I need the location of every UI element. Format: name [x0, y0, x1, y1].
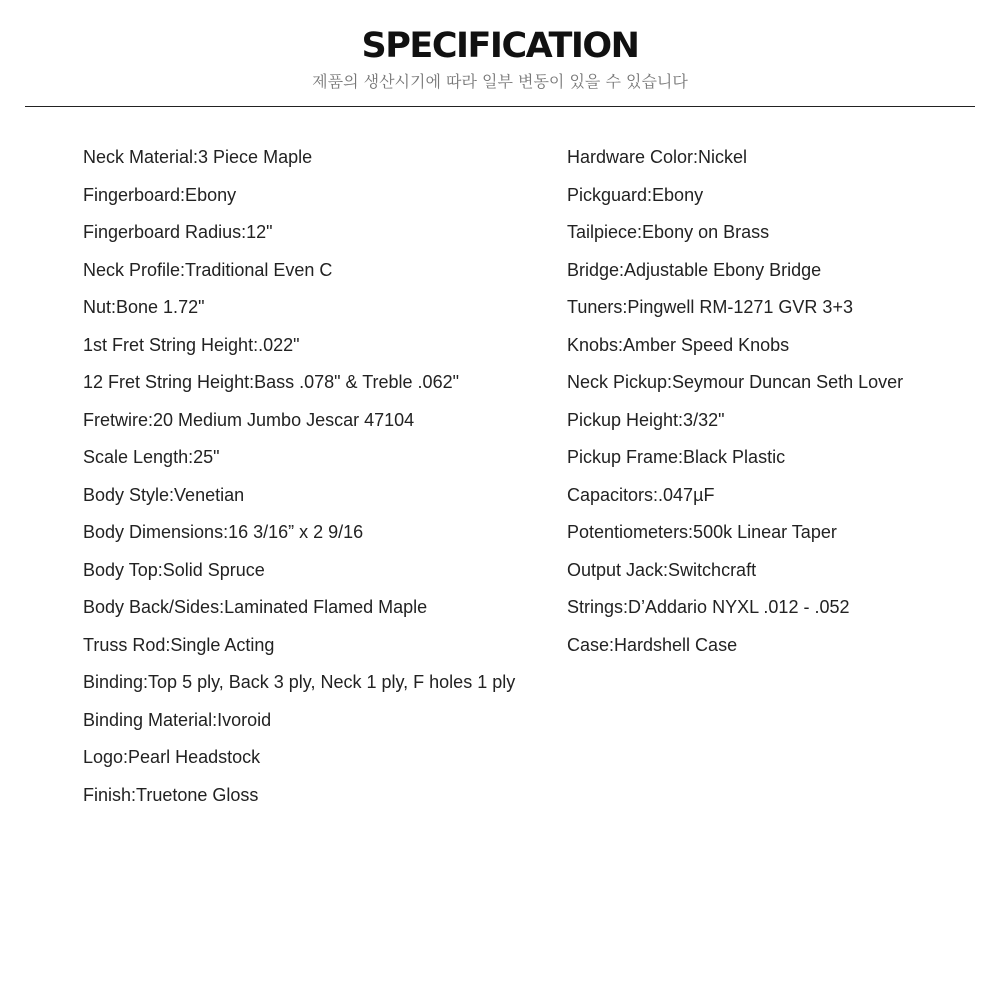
spec-item: Tailpiece:Ebony on Brass	[567, 222, 770, 242]
spec-item: Case:Hardshell Case	[567, 634, 738, 655]
spec-item: Body Style:Venetian	[83, 484, 245, 505]
spec-item: Finish:Truetone Gloss	[83, 784, 259, 805]
spec-item: Body Top:Solid Spruce	[83, 559, 265, 580]
spec-item: Fretwire:20 Medium Jumbo Jescar 47104	[83, 409, 415, 430]
spec-item: Nut:Bone 1.72"	[83, 297, 205, 317]
spec-item: Potentiometers:500k Linear Taper	[567, 522, 837, 542]
spec-item: Body Dimensions:16 3/16” x 2 9/16	[83, 522, 364, 542]
spec-item: Scale Length:25"	[83, 447, 220, 467]
spec-item: 1st Fret String Height:.022"	[83, 334, 300, 355]
spec-item: Binding:Top 5 ply, Back 3 ply, Neck 1 ply, F holes 1 ply	[83, 672, 516, 692]
spec-item: Hardware Color:Nickel	[567, 147, 748, 167]
spec-item: Neck Pickup:Seymour Duncan Seth Lover	[567, 372, 904, 392]
spec-item: Knobs:Amber Speed Knobs	[567, 334, 790, 355]
spec-item: Neck Material:3 Piece Maple	[83, 147, 313, 167]
spec-item: Tuners:Pingwell RM-1271 GVR 3+3	[567, 297, 853, 317]
page-title: SPECIFICATION	[361, 26, 639, 66]
spec-item: Fingerboard:Ebony	[83, 184, 237, 205]
spec-item: Pickup Frame:Black Plastic	[567, 447, 786, 467]
spec-item: Logo:Pearl Headstock	[83, 747, 261, 767]
spec-item: Neck Profile:Traditional Even C	[83, 259, 333, 280]
spec-item: Binding Material:Ivoroid	[83, 709, 272, 730]
spec-item: Truss Rod:Single Acting	[83, 634, 275, 655]
spec-item: 12 Fret String Height:Bass .078" & Treble .062"	[83, 372, 459, 392]
spec-list-left	[83, 139, 553, 814]
spec-item: Output Jack:Switchcraft	[567, 559, 757, 580]
spec-item: Fingerboard Radius:12"	[83, 222, 273, 242]
spec-item: Body Back/Sides:Laminated Flamed Maple	[83, 597, 428, 617]
spec-item: Pickguard:Ebony	[567, 184, 704, 205]
header-divider	[25, 106, 975, 107]
spec-item: Pickup Height:3/32"	[567, 409, 725, 430]
spec-item: Strings:D’Addario NYXL .012 - .052	[567, 597, 850, 617]
spec-list-right	[567, 139, 987, 664]
spec-item: Capacitors:.047µF	[567, 484, 715, 505]
spec-item: Bridge:Adjustable Ebony Bridge	[567, 259, 822, 280]
page-subtitle: 제품의 생산시기에 따라 일부 변동이 있을 수 있습니다	[312, 72, 688, 91]
